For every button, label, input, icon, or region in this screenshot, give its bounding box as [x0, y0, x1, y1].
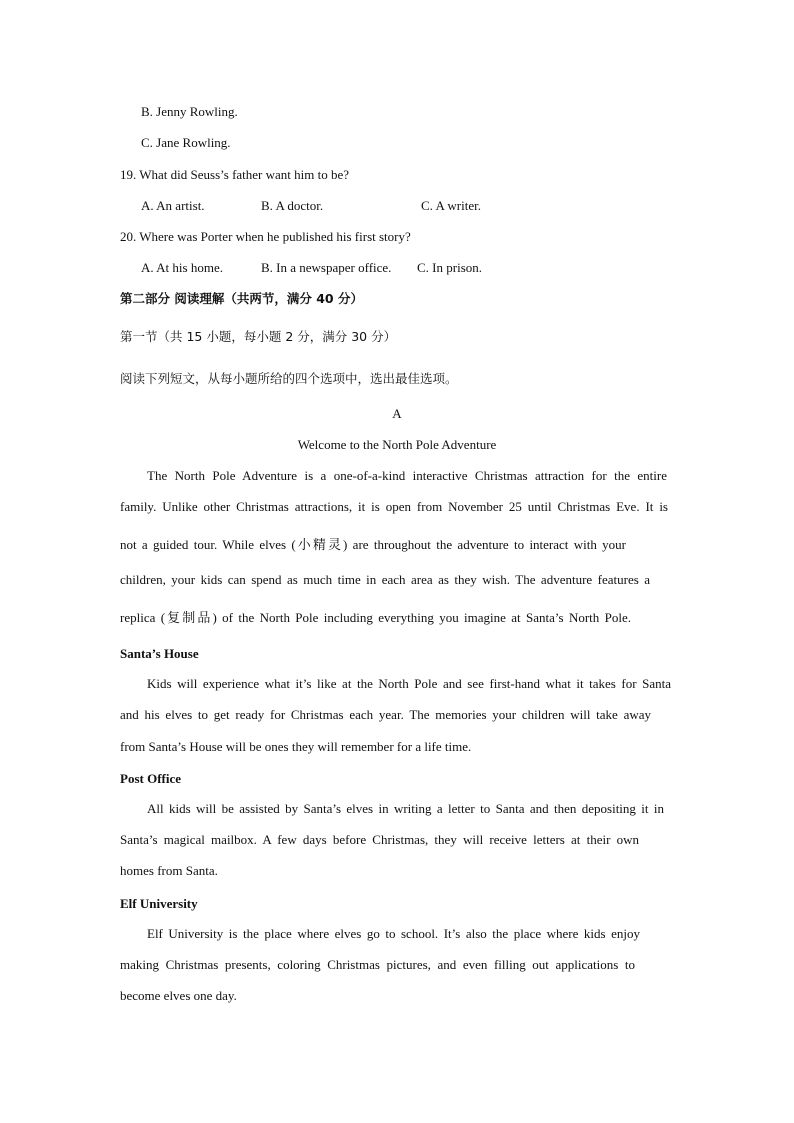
- section-line: from Santa’s House will be ones they will remember for a life time.: [120, 739, 472, 754]
- subsection-title: 第一节（共 15 小题，每小题 2 分，满分 30 分）: [120, 329, 397, 344]
- q20-option-b: B. In a newspaper office.: [261, 260, 392, 275]
- section-line: Elf University is the place where elves go to school. It’s also the place where kids enjoy: [147, 926, 640, 941]
- q19-option-b: B. A doctor.: [261, 198, 324, 213]
- q18-option-b: B. Jenny Rowling.: [141, 104, 238, 119]
- q20-option-c: C. In prison.: [417, 260, 482, 275]
- q20-question: 20. Where was Porter when he published his first story?: [120, 229, 411, 244]
- section-heading-santas-house: Santa’s House: [120, 646, 199, 661]
- section-heading-post-office: Post Office: [120, 771, 182, 786]
- q19-question: 19. What did Seuss’s father want him to be?: [120, 167, 350, 182]
- section-heading-elf-university: Elf University: [120, 896, 198, 911]
- instruction: 阅读下列短文，从每小题所给的四个选项中，选出最佳选项。: [120, 371, 458, 386]
- intro-line: replica (复制品) of the North Pole including everything you imagine at Santa’s North Pole.: [120, 610, 631, 625]
- q19-option-c: C. A writer.: [421, 198, 481, 213]
- section-line: making Christmas presents, coloring Christmas pictures, and even filling out applications to: [120, 957, 635, 972]
- intro-line: not a guided tour. While elves (小精灵) are throughout the adventure to interact with your: [120, 537, 626, 552]
- passage-title: Welcome to the North Pole Adventure: [297, 437, 497, 452]
- q18-option-c: C. Jane Rowling.: [141, 135, 231, 150]
- intro-line: The North Pole Adventure is a one-of-a-kind interactive Christmas attraction for the entire: [147, 468, 667, 483]
- section-line: become elves one day.: [120, 988, 237, 1003]
- section-line: Kids will experience what it’s like at the North Pole and see first-hand what it takes for Santa: [147, 676, 671, 691]
- section-line: Santa’s magical mailbox. A few days before Christmas, they will receive letters at their own: [120, 832, 639, 847]
- intro-line: children, your kids can spend as much time in each area as they wish. The adventure features a: [120, 572, 650, 587]
- q19-option-a: A. An artist.: [141, 198, 205, 213]
- section-line: homes from Santa.: [120, 863, 218, 878]
- q20-option-a: A. At his home.: [141, 260, 223, 275]
- part-title: 第二部分 阅读理解（共两节，满分 40 分）: [120, 291, 363, 306]
- section-line: and his elves to get ready for Christmas each year. The memories your children will take away: [120, 707, 651, 722]
- intro-line: family. Unlike other Christmas attractions, it is open from November 25 until Christmas Eve. It is: [120, 499, 668, 514]
- section-line: All kids will be assisted by Santa’s elves in writing a letter to Santa and then depositing it in: [147, 801, 664, 816]
- passage-label: A: [392, 406, 402, 421]
